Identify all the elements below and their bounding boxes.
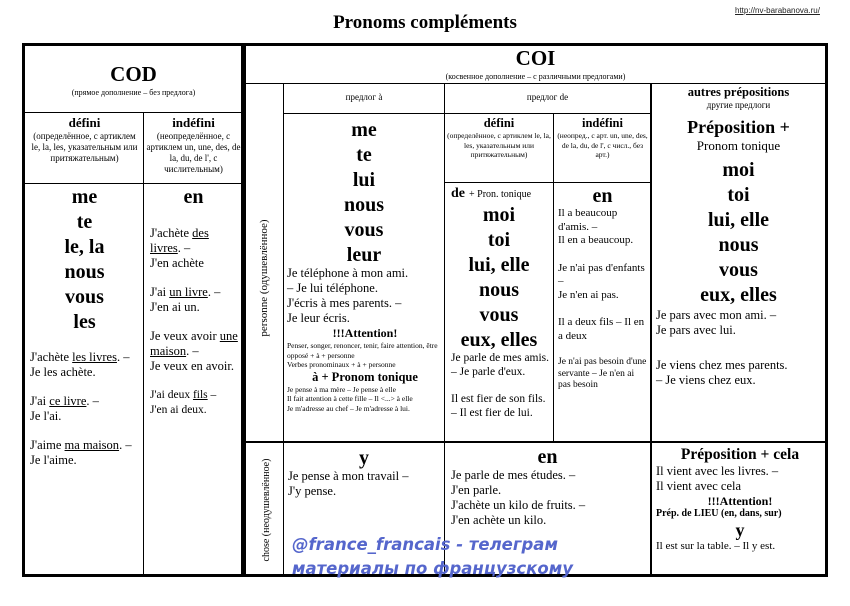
watermark-line-1: @france_francais - телеграм bbox=[292, 535, 558, 554]
cod-indefini-pronoun: en bbox=[183, 186, 204, 208]
pronoun: moi bbox=[482, 204, 516, 226]
other-chose-rule: Préposition + cela bbox=[680, 446, 800, 463]
example-line: Il a beaucoup d'amis. – bbox=[558, 207, 618, 233]
pronoun: vous bbox=[344, 219, 384, 241]
pronoun: leur bbox=[346, 244, 382, 266]
coi-de-defini-desc: (определённое, с артиклем le, la, les, указательным или притяжательным) bbox=[447, 131, 551, 159]
example-line: J'en achète un kilo. bbox=[451, 513, 547, 527]
coi-a-personne-examples bbox=[287, 266, 443, 413]
example-line: Je l'aime. bbox=[30, 453, 77, 467]
example-line: Je m'adresse au chef – Je m'adresse à lui. bbox=[287, 403, 410, 413]
example-line: Je pense à mon travail – bbox=[288, 469, 409, 483]
row-label-personne: personne (одушевлённое) bbox=[258, 219, 270, 337]
example-line: J'achète un kilo de fruits. – bbox=[451, 498, 586, 512]
cod-defini-label: défini bbox=[68, 115, 101, 130]
cod-subheading: (прямое дополнение – без предлога) bbox=[71, 88, 196, 97]
example-line: Je viens chez mes parents. bbox=[656, 358, 788, 372]
cod-indefini-examples bbox=[150, 226, 240, 418]
pronoun: lui bbox=[352, 169, 376, 191]
pronoun: vous bbox=[719, 259, 758, 281]
example-line: J'ai un livre. – bbox=[150, 285, 221, 299]
attention-label: !!!Attention! bbox=[332, 326, 398, 340]
lieu-note: Prép. de LIEU (en, dans, sur) bbox=[656, 508, 782, 519]
coi-de-pronouns bbox=[445, 203, 553, 353]
coi-other-personne-examples bbox=[656, 308, 824, 388]
pronoun: vous bbox=[479, 304, 519, 326]
coi-a-chose-pronoun: y bbox=[359, 447, 369, 469]
row-label-chose: chose (неодушевлённое) bbox=[261, 458, 272, 562]
example-line: Il vient avec cela bbox=[656, 479, 742, 493]
pronoun: me bbox=[351, 119, 377, 141]
coi-de-chose-examples bbox=[451, 468, 649, 530]
attention-label: !!!Attention! bbox=[707, 494, 773, 508]
example-line: Je téléphone à mon ami. bbox=[287, 266, 409, 280]
page-title: Pronoms compléments bbox=[333, 12, 517, 33]
example-line: J'en ai un. bbox=[150, 300, 200, 314]
coi-col-a: предлог à bbox=[345, 92, 383, 102]
pronoun: moi bbox=[722, 159, 755, 181]
coi-other-chose bbox=[656, 445, 824, 553]
cod-heading: COD bbox=[110, 62, 157, 86]
pronoun: toi bbox=[727, 184, 750, 206]
pronoun: te bbox=[356, 144, 372, 166]
example-line: Je pars avec mon ami. – bbox=[656, 308, 777, 322]
example-line: J'ai ce livre. – bbox=[30, 394, 99, 408]
pronoun: vous bbox=[65, 286, 104, 308]
example-line: Je l'ai. bbox=[30, 409, 62, 423]
verbs-note: Penser, songer, renoncer, tenir, faire attention, être opposé + à + personne bbox=[287, 341, 438, 360]
example-line: J'écris à mes parents. – bbox=[287, 296, 402, 310]
coi-de-indefini-label: indéfini bbox=[582, 116, 623, 130]
source-url[interactable]: http://nv-barabanova.ru/ bbox=[735, 6, 820, 15]
coi-de-defini-intro: de + Pron. tonique bbox=[451, 186, 532, 201]
example-line: Je n'ai pas besoin d'une servante – Je n'en ai pas besoin bbox=[558, 357, 647, 390]
pronoun: te bbox=[76, 211, 93, 233]
coi-col-other: autres prépositions bbox=[687, 85, 790, 99]
example-line: Il fait attention à cette fille – Il <...> à elle bbox=[287, 394, 413, 403]
coi-a-pronouns bbox=[284, 118, 444, 268]
example-line: Il est fier de son fils. – Il est fier de lui. bbox=[451, 393, 546, 419]
example-line: Il a deux fils – Il en a deux bbox=[558, 316, 645, 342]
pronoun: nous bbox=[478, 279, 520, 301]
pronoun: nous bbox=[343, 194, 385, 216]
example-line: Je leur écris. bbox=[287, 311, 350, 325]
example-line: J'aime ma maison. – bbox=[30, 438, 132, 452]
example-line: J'en achète bbox=[150, 256, 204, 270]
pronoun: nous bbox=[718, 234, 759, 256]
coi-subheading: (косвенное дополнение – с различными предлогами) bbox=[445, 72, 626, 81]
example-line: Il en a beaucoup. bbox=[558, 234, 634, 246]
example-line: Il est sur la table. – Il y est. bbox=[656, 540, 776, 552]
example-line: Je parle de mes amis. – Je parle d'eux. bbox=[451, 352, 550, 378]
example-line: – Je viens chez eux. bbox=[656, 373, 756, 387]
example-line: Je veux avoir une maison. – bbox=[150, 329, 238, 358]
example-line: J'achète les livres. – bbox=[30, 350, 130, 364]
example-line: Je n'ai pas d'enfants – bbox=[558, 261, 645, 287]
example-line: – Je lui téléphone. bbox=[287, 281, 378, 295]
coi-de-chose-pronoun: en bbox=[537, 446, 558, 468]
example-line: Je veux en avoir. bbox=[150, 359, 235, 373]
example-line: Je pense à ma mère – Je pense à elle bbox=[287, 384, 396, 394]
coi-heading: COI bbox=[515, 46, 556, 70]
coi-a-chose-examples bbox=[288, 469, 443, 499]
rule-label: à + Pronom tonique bbox=[312, 369, 418, 384]
pronoun: y bbox=[735, 520, 745, 540]
pronoun: me bbox=[71, 186, 98, 208]
example-line: J'y pense. bbox=[288, 484, 337, 498]
coi-de-indefini-desc: (неопред., с арт. un, une, des, de la, du, de l', с числ., без арт.) bbox=[557, 131, 648, 159]
cod-defini-desc: (определённое, с артиклем le, la, les, указательным или притяжательным) bbox=[31, 131, 138, 163]
pronoun: eux, elles bbox=[700, 284, 777, 306]
other-rule-sub: Pronom tonique bbox=[696, 138, 781, 153]
pronoun: eux, elles bbox=[460, 329, 538, 351]
pronoun: toi bbox=[487, 229, 511, 251]
coi-de-indefini-examples bbox=[558, 207, 648, 392]
pronoun: le, la bbox=[64, 236, 105, 258]
example-line: J'achète des livres. – bbox=[150, 226, 209, 255]
coi-col-de: предлог de bbox=[526, 92, 569, 102]
pronoun: nous bbox=[64, 261, 105, 283]
example-line: J'ai deux fils – bbox=[150, 389, 217, 401]
example-line: Je n'en ai pas. bbox=[558, 288, 619, 301]
watermark-line-2: материалы по французскому bbox=[292, 559, 573, 578]
cod-defini-pronouns bbox=[28, 185, 141, 335]
cod-indefini-desc: (неопределённое, с артиклем un, une, des, de la, du, de l', с числительным) bbox=[146, 131, 241, 174]
cod-defini-examples bbox=[30, 350, 138, 468]
pronoun: les bbox=[73, 311, 96, 333]
other-rule: Préposition + bbox=[687, 117, 790, 137]
coi-de-defini-examples bbox=[451, 352, 551, 420]
example-line: J'en parle. bbox=[451, 483, 502, 497]
pronoun: lui, elle bbox=[707, 209, 770, 231]
example-line: Je parle de mes études. – bbox=[451, 468, 576, 482]
example-line: Il vient avec les livres. – bbox=[656, 464, 779, 478]
cod-indefini-label: indéfini bbox=[172, 115, 215, 130]
example-line: Je les achète. bbox=[30, 365, 96, 379]
verbs-note: Verbes pronominaux + à + personne bbox=[287, 360, 396, 369]
example-line: Je pars avec lui. bbox=[656, 323, 736, 337]
coi-col-other-sub: другие предлоги bbox=[706, 100, 771, 110]
example-line: J'en ai deux. bbox=[150, 404, 207, 416]
coi-de-defini-label: défini bbox=[483, 116, 515, 130]
pronoun: lui, elle bbox=[468, 254, 530, 276]
coi-de-indefini-pronoun: en bbox=[592, 185, 613, 207]
coi-other-pronouns bbox=[652, 158, 825, 308]
